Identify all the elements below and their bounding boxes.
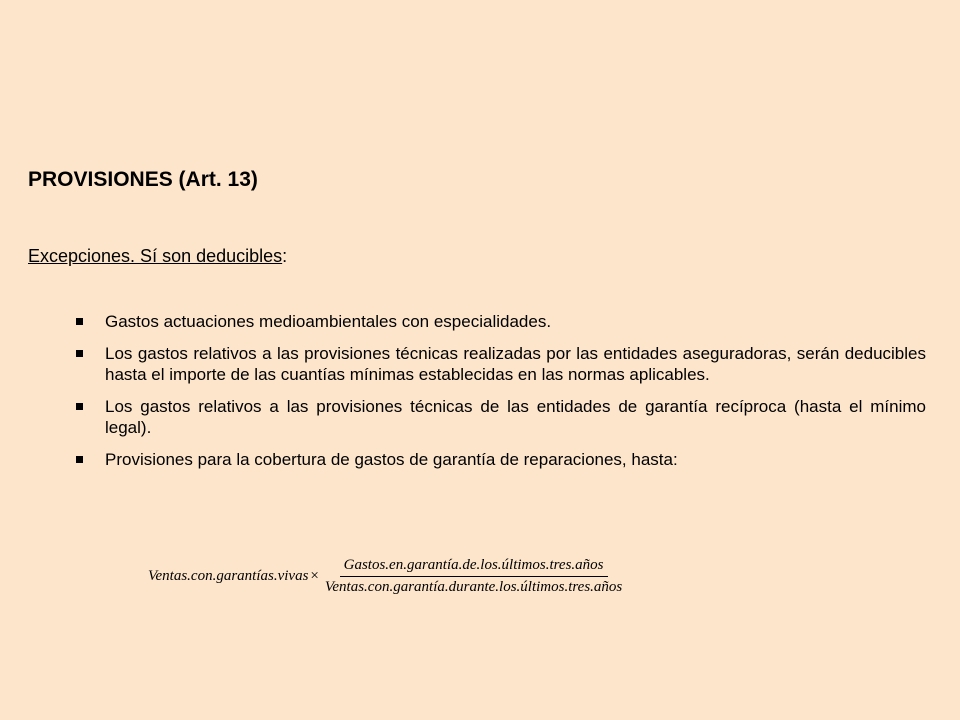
section-heading-text: Excepciones. Sí son deducibles — [28, 246, 283, 266]
formula-denominator: Ventas.con.garantía.durante.los.últimos.tres.años — [324, 579, 623, 595]
square-bullet-icon — [76, 456, 83, 463]
formula-fraction — [321, 557, 626, 596]
square-bullet-icon — [76, 350, 83, 357]
square-bullet-icon — [76, 318, 83, 325]
formula — [148, 557, 626, 596]
list-item-text: Los gastos relativos a las provisiones técnicas de las entidades de garantía recíproca (hasta el mínimo legal). — [105, 396, 926, 437]
formula-operator: × — [310, 568, 319, 584]
page-title: PROVISIONES (Art. 13) — [28, 168, 258, 191]
list-item-text: Provisiones para la cobertura de gastos de garantía de reparaciones, hasta: — [105, 449, 678, 469]
formula-numerator: Gastos.en.garantía.de.los.últimos.tres.años — [340, 557, 608, 577]
list-item — [75, 396, 926, 439]
list-item — [75, 311, 926, 333]
list-item — [75, 343, 926, 386]
formula-factor: Ventas.con.garantías.vivas — [148, 568, 309, 584]
list-item-text: Gastos actuaciones medioambientales con especialidades. — [105, 312, 552, 331]
list-item — [75, 449, 926, 471]
square-bullet-icon — [76, 403, 83, 410]
section-heading-colon: : — [282, 246, 288, 266]
list-item-text: Los gastos relativos a las provisiones técnicas realizadas por las entidades aseguradoras, serán deducibles hasta el importe de las cuantías mínimas establecidas en las normas aplicables. — [105, 343, 926, 384]
bullet-list — [75, 311, 926, 480]
section-heading — [28, 246, 287, 267]
